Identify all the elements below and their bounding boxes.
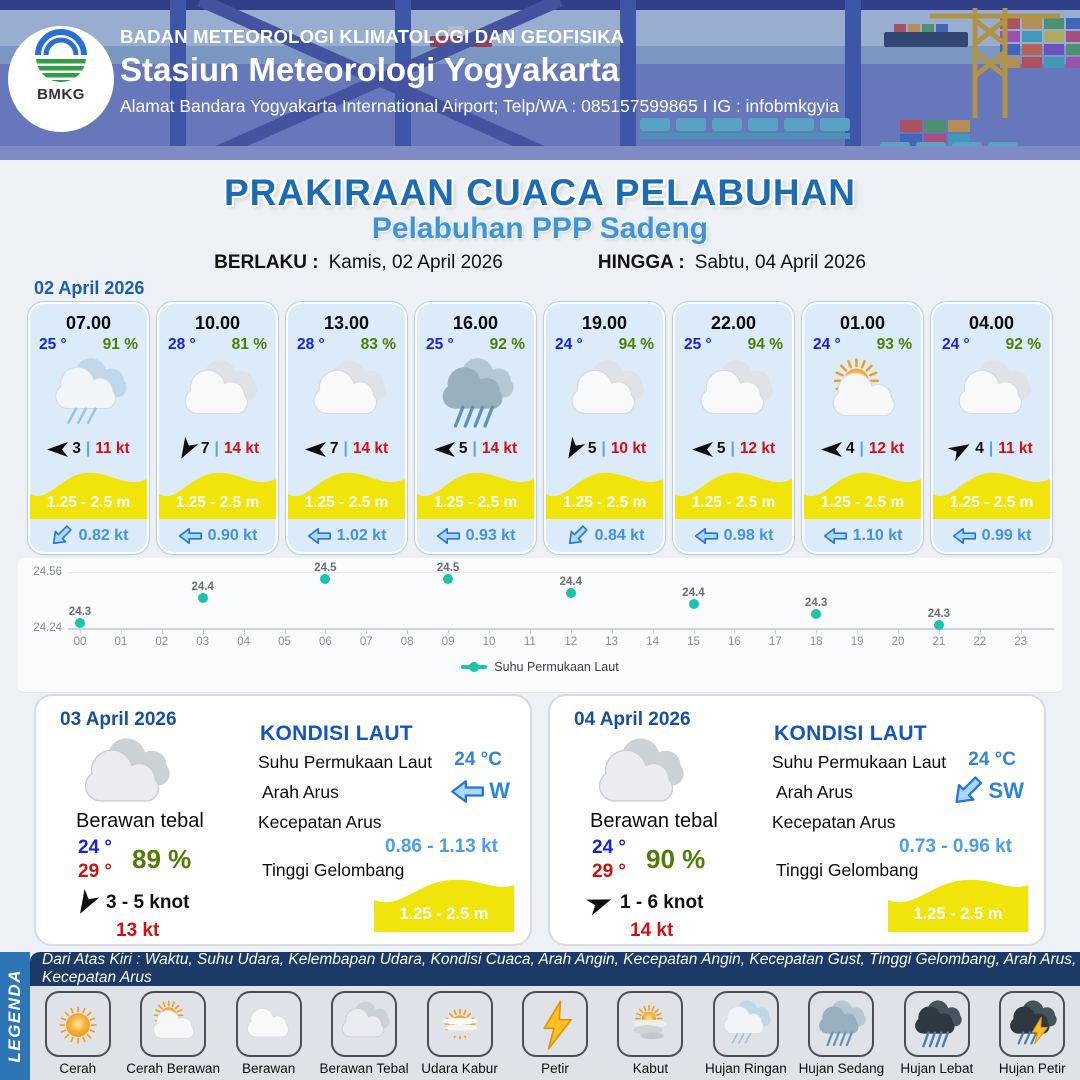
station-address: Alamat Bandara Yogyakarta International Airport; Telp/WA : 085157599865 I IG : infobmkgyia <box>120 96 839 116</box>
x-tick-label: 17 <box>768 636 782 648</box>
hour-wind: 5 | 14 kt <box>417 437 534 461</box>
data-point <box>443 574 453 584</box>
petir-icon <box>528 997 582 1051</box>
current-direction-arrow <box>450 779 484 804</box>
hour-humidity: 93 % <box>876 336 912 353</box>
hour-time: 13.00 <box>323 313 370 333</box>
forecast-hour-card <box>802 302 923 554</box>
x-tick-label: 14 <box>646 636 659 648</box>
hour-temperature: 24 ° <box>555 336 583 353</box>
sst-value: 24 °C <box>454 749 502 770</box>
hour-temperature: 24 ° <box>813 336 841 353</box>
daily-gust: 14 kt <box>630 920 674 941</box>
hour-humidity: 94 % <box>618 336 654 353</box>
current-direction-arrow-icon <box>450 779 484 804</box>
hour-wave-height: 1.25 - 2.5 m <box>159 463 276 519</box>
forecast-hour-card <box>673 302 794 554</box>
x-tick-label: 22 <box>973 636 987 648</box>
hour-gust: 12 kt <box>868 440 905 457</box>
x-tick-label: 03 <box>196 636 210 648</box>
hour-time: 10.00 <box>194 313 241 333</box>
current-direction-arrow-icon <box>950 779 984 804</box>
legend-item <box>889 986 984 1080</box>
wind-direction-arrow <box>586 891 614 915</box>
sst-label: Suhu Permukaan Laut <box>772 752 947 772</box>
hour-temperature: 25 ° <box>426 336 454 353</box>
wind-direction-arrow <box>692 442 713 457</box>
berawan-tebal-icon <box>337 997 391 1051</box>
hour-wind: 7 | 14 kt <box>159 437 276 461</box>
chart-legend: Suhu Permukaan Laut <box>18 660 1062 674</box>
legend-item-label: Berawan <box>241 1061 296 1076</box>
hour-wind: 5 | 10 kt <box>546 437 663 461</box>
data-point-label: 24.3 <box>804 597 828 609</box>
hour-wind: 4 | 11 kt <box>933 437 1050 461</box>
hour-time: 16.00 <box>452 313 499 333</box>
agency-name: BADAN METEOROLOGI KLIMATOLOGI DAN GEOFISIKA <box>120 26 625 47</box>
hour-temperature: 24 ° <box>942 336 970 353</box>
hour-wind: 3 | 11 kt <box>30 437 147 461</box>
wind-direction-arrow <box>434 442 455 457</box>
legend-icon-box <box>999 991 1065 1057</box>
hour-humidity: 81 % <box>231 336 267 353</box>
legend-item-label: Petir <box>541 1061 569 1076</box>
wind-direction-arrow <box>175 436 198 462</box>
page-subtitle: Pelabuhan PPP Sadeng <box>371 212 709 245</box>
hour-weather-icon <box>804 351 921 437</box>
current-direction-arrow <box>946 770 988 812</box>
berawan-icon <box>177 353 259 435</box>
legend-item <box>507 986 602 1080</box>
legend-item-label: Udara Kabur <box>421 1061 498 1076</box>
x-tick-label: 00 <box>73 636 87 648</box>
hour-wave-height: 1.25 - 2.5 m <box>546 463 663 519</box>
x-tick-label: 20 <box>891 636 905 648</box>
daily-temp-min: 24 ° <box>78 837 113 858</box>
hour-wave-height: 1.25 - 2.5 m <box>675 463 792 519</box>
legend-icon-box <box>713 991 779 1057</box>
wind-direction-arrow <box>73 888 100 917</box>
x-tick-label: 07 <box>359 636 373 648</box>
legend-items <box>30 986 1080 1080</box>
legend-item <box>125 986 220 1080</box>
y-tick-label: 24.56 <box>33 566 62 578</box>
hour-gust: 14 kt <box>223 440 260 457</box>
sea-surface-temperature-chart <box>18 558 1062 693</box>
x-tick-label: 02 <box>155 636 169 648</box>
legend-description: Dari Atas Kiri : Waktu, Suhu Udara, Kelembapan Udara, Kondisi Cuaca, Arah Angin, Kecepatan Angin, Kecepatan Gust, Tinggi Gelombang, Arah Arus, Kecepatan Arus <box>30 952 1080 986</box>
legend-icon-box <box>140 991 206 1057</box>
hour-humidity: 92 % <box>489 336 525 353</box>
daily-temp-max: 29 ° <box>592 861 627 882</box>
data-point-label: 24.3 <box>927 607 951 620</box>
legend-item-label: Cerah <box>59 1061 97 1076</box>
hour-weather-icon <box>30 351 147 437</box>
daily-date: 04 April 2026 <box>574 709 691 730</box>
forecast-hour-card <box>415 302 536 554</box>
hour-time: 22.00 <box>710 313 757 333</box>
hujan-petir-icon <box>1005 997 1059 1051</box>
legend-item <box>316 986 411 1080</box>
wind-direction-arrow <box>821 442 842 457</box>
data-point <box>811 609 821 619</box>
forecast-date-label: 02 April 2026 <box>34 278 145 298</box>
data-point <box>566 588 576 598</box>
forecast-hour-card <box>544 302 665 554</box>
hour-wind-speed: 5 <box>716 440 726 457</box>
hujan-ringan-icon <box>719 997 773 1051</box>
forecast-hour-card <box>28 302 149 554</box>
hour-current-speed: 0.93 kt <box>417 519 534 552</box>
legend-icon-box <box>904 991 970 1057</box>
hour-wave-height: 1.25 - 2.5 m <box>933 463 1050 519</box>
berawan-icon <box>564 353 646 435</box>
hour-weather-icon <box>546 351 663 437</box>
hour-current-speed: 0.84 kt <box>546 519 663 552</box>
hour-current-speed: 0.90 kt <box>159 519 276 552</box>
forecast-hour-card <box>157 302 278 554</box>
hour-gust: 14 kt <box>481 440 518 457</box>
hour-wind-speed: 5 <box>587 440 597 457</box>
daily-wind <box>588 892 703 914</box>
hour-gust: 14 kt <box>352 440 389 457</box>
chart-gridline <box>68 572 1054 573</box>
cerah-berawan-icon <box>822 353 904 435</box>
hour-humidity: 92 % <box>1005 336 1041 353</box>
data-point-label: 24.4 <box>682 586 705 599</box>
daily-wind <box>74 892 189 914</box>
hour-wind: 4 | 12 kt <box>804 437 921 461</box>
hour-wave-height: 1.25 - 2.5 m <box>30 463 147 519</box>
wind-direction-arrow <box>47 442 68 457</box>
daily-forecast-row <box>34 694 1046 946</box>
wind-direction-arrow-icon <box>74 895 98 912</box>
x-tick-label: 10 <box>482 636 496 648</box>
daily-temp-min: 24 ° <box>592 837 627 858</box>
x-tick-label: 16 <box>727 636 741 648</box>
legend-item-label: Berawan Tebal <box>319 1061 409 1076</box>
legend-section <box>0 952 1080 1080</box>
legend-item-label: Cerah Berawan <box>126 1061 221 1076</box>
hour-gust: 10 kt <box>610 440 647 457</box>
data-point-label: 24.3 <box>68 605 92 618</box>
x-tick-label: 21 <box>932 636 946 648</box>
legend-item-label: Hujan Sedang <box>798 1061 885 1076</box>
hour-current-speed: 0.99 kt <box>933 519 1050 552</box>
wind-direction-arrow <box>305 442 326 457</box>
data-point <box>320 574 330 584</box>
hour-time: 04.00 <box>968 313 1015 333</box>
legend-title: LEGENDA <box>5 969 24 1063</box>
legend-item <box>412 986 507 1080</box>
data-point-label: 24.4 <box>191 581 214 594</box>
berawan-icon <box>693 353 775 435</box>
hour-wind-speed: 7 <box>200 440 210 457</box>
berawan-icon <box>951 353 1033 435</box>
x-tick-label: 13 <box>605 636 619 648</box>
udara-kabur-icon <box>433 997 487 1051</box>
hour-wind: 5 | 12 kt <box>675 437 792 461</box>
sst-value: 24 °C <box>968 749 1016 770</box>
x-tick-label: 15 <box>687 636 700 648</box>
x-tick-label: 05 <box>278 636 291 648</box>
hour-humidity: 83 % <box>360 336 396 353</box>
legend-item <box>698 986 793 1080</box>
sst-label: Suhu Permukaan Laut <box>258 752 433 772</box>
sea-condition-title: KONDISI LAUT <box>260 722 413 745</box>
current-speed-label: Kecepatan Arus <box>772 812 896 832</box>
hour-wave-height: 1.25 - 2.5 m <box>417 463 534 519</box>
legend-icon-box <box>808 991 874 1057</box>
legend-item <box>794 986 889 1080</box>
legend-item-label: Kabut <box>632 1061 669 1076</box>
legend-item-label: Hujan Ringan <box>704 1061 787 1076</box>
legend-item <box>221 986 316 1080</box>
data-point <box>198 593 208 603</box>
data-point-label: 24.5 <box>436 562 460 574</box>
sea-condition-title: KONDISI LAUT <box>774 722 927 745</box>
daily-humidity: 90 % <box>646 844 706 874</box>
data-point-label: 24.5 <box>314 562 337 574</box>
current-speed-value: 0.86 - 1.13 kt <box>384 836 498 857</box>
legend-icon-box <box>45 991 111 1057</box>
header-banner <box>0 0 1080 160</box>
hour-wave-height: 1.25 - 2.5 m <box>804 463 921 519</box>
current-direction-label: Arah Arus <box>776 782 853 802</box>
current-direction-value: SW <box>950 778 1024 804</box>
wind-direction-arrow-icon <box>588 895 612 912</box>
wind-direction-arrow <box>948 437 974 460</box>
berawan-icon <box>306 353 388 435</box>
valid-to-value: Sabtu, 04 April 2026 <box>694 252 866 273</box>
current-direction-label: Arah Arus <box>262 782 339 802</box>
wind-direction-arrow <box>562 436 585 462</box>
hour-temperature: 28 ° <box>168 336 196 353</box>
legend-icon-box <box>427 991 493 1057</box>
kabut-icon <box>623 997 677 1051</box>
valid-to-label: HINGGA : <box>597 252 685 273</box>
wave-height-badge: 1.25 - 2.5 m <box>374 870 514 932</box>
bmkg-logo-label: BMKG <box>37 86 85 103</box>
page-title: PRAKIRAAN CUACA PELABUHAN <box>223 172 857 213</box>
data-point <box>689 599 699 609</box>
hour-humidity: 94 % <box>747 336 783 353</box>
hour-weather-icon <box>933 351 1050 437</box>
x-tick-label: 01 <box>114 636 128 648</box>
current-speed-value: 0.73 - 0.96 kt <box>898 836 1012 857</box>
hour-wind-speed: 5 <box>458 440 468 457</box>
daily-date: 03 April 2026 <box>60 709 177 730</box>
current-speed-label: Kecepatan Arus <box>258 812 382 832</box>
hour-current-speed: 0.98 kt <box>675 519 792 552</box>
current-direction-value: W <box>450 778 510 804</box>
x-tick-label: 19 <box>850 636 864 648</box>
legend-icon-box <box>522 991 588 1057</box>
x-tick-label: 11 <box>523 636 536 648</box>
wave-height-label: Tinggi Gelombang <box>776 860 919 880</box>
hour-wave-height: 1.25 - 2.5 m <box>288 463 405 519</box>
hour-gust: 12 kt <box>739 440 776 457</box>
daily-wind-range: 3 - 5 knot <box>106 892 190 913</box>
current-direction-arrow <box>823 527 847 545</box>
validity-row <box>0 252 1080 274</box>
hour-current-speed: 0.82 kt <box>30 519 147 552</box>
forecast-hour-card <box>286 302 407 554</box>
hour-temperature: 28 ° <box>297 336 325 353</box>
current-direction-arrow <box>307 527 331 545</box>
x-tick-label: 08 <box>400 636 414 648</box>
hour-gust: 11 kt <box>998 440 1033 457</box>
daily-condition: Berawan tebal <box>590 810 718 832</box>
valid-from-label: BERLAKU : <box>214 252 319 273</box>
hour-temperature: 25 ° <box>39 336 67 353</box>
hujan-lebat-icon <box>910 997 964 1051</box>
legend-icon-box <box>617 991 683 1057</box>
legend-icon-box <box>236 991 302 1057</box>
wave-height-label: Tinggi Gelombang <box>262 860 405 880</box>
hour-gust: 11 kt <box>95 440 130 457</box>
hour-current-speed: 1.10 kt <box>804 519 921 552</box>
hour-weather-icon <box>417 351 534 437</box>
hour-current-speed: 1.02 kt <box>288 519 405 552</box>
cerah-berawan-icon <box>146 997 200 1051</box>
legend-item <box>603 986 698 1080</box>
hour-wind: 7 | 14 kt <box>288 437 405 461</box>
daily-forecast-card <box>548 694 1046 946</box>
hour-weather-icon <box>159 351 276 437</box>
daily-wind-range: 1 - 6 knot <box>620 892 704 913</box>
current-direction-arrow <box>952 527 976 545</box>
hujan-sedang-icon <box>435 353 517 435</box>
current-direction-arrow <box>178 527 202 545</box>
current-direction-arrow <box>436 527 460 545</box>
data-point <box>934 620 944 630</box>
hour-weather-icon <box>675 351 792 437</box>
legend-item-label: Hujan Lebat <box>900 1061 974 1076</box>
legend-item <box>985 986 1080 1080</box>
station-name: Stasiun Meteorologi Yogyakarta <box>120 51 620 88</box>
hour-time: 19.00 <box>581 313 628 333</box>
current-direction-arrow <box>46 521 76 551</box>
valid-from-value: Kamis, 02 April 2026 <box>328 252 503 273</box>
legend-title-bar <box>0 952 30 1080</box>
data-point-label: 24.4 <box>559 576 582 588</box>
hour-time: 01.00 <box>839 313 886 333</box>
legend-item-label: Hujan Petir <box>998 1061 1066 1076</box>
hujan-ringan-icon <box>48 353 130 435</box>
data-point <box>75 618 85 628</box>
daily-temp-max: 29 ° <box>78 861 113 882</box>
x-tick-label: 18 <box>809 636 823 648</box>
daily-condition: Berawan tebal <box>76 810 204 832</box>
hour-wind-speed: 7 <box>329 440 339 457</box>
hour-wind-speed: 4 <box>975 440 984 457</box>
daily-forecast-card <box>34 694 532 946</box>
cerah-icon <box>51 997 105 1051</box>
hour-temperature: 25 ° <box>684 336 712 353</box>
hujan-sedang-icon <box>814 997 868 1051</box>
daily-gust: 13 kt <box>116 920 160 941</box>
x-tick-label: 09 <box>441 636 455 648</box>
x-tick-label: 23 <box>1014 636 1028 648</box>
x-tick-label: 12 <box>564 636 578 648</box>
current-direction-arrow <box>694 527 718 545</box>
hour-wind-speed: 4 <box>845 440 855 457</box>
x-tick-label: 06 <box>318 636 332 648</box>
chart-axis <box>68 628 1054 630</box>
berawan-icon <box>242 997 296 1051</box>
hourly-forecast-row <box>28 302 1052 554</box>
bmkg-logo-icon <box>8 26 114 132</box>
daily-humidity: 89 % <box>132 844 192 874</box>
hour-weather-icon <box>288 351 405 437</box>
legend-item <box>30 986 125 1080</box>
wave-height-badge: 1.25 - 2.5 m <box>888 870 1028 932</box>
x-tick-label: 04 <box>237 636 250 648</box>
y-tick-label: 24.24 <box>33 622 62 634</box>
current-direction-arrow <box>562 521 592 551</box>
hour-wind-speed: 3 <box>72 440 81 457</box>
legend-icon-box <box>331 991 397 1057</box>
forecast-hour-card <box>931 302 1052 554</box>
hour-humidity: 91 % <box>102 336 138 353</box>
hour-time: 07.00 <box>65 313 112 333</box>
